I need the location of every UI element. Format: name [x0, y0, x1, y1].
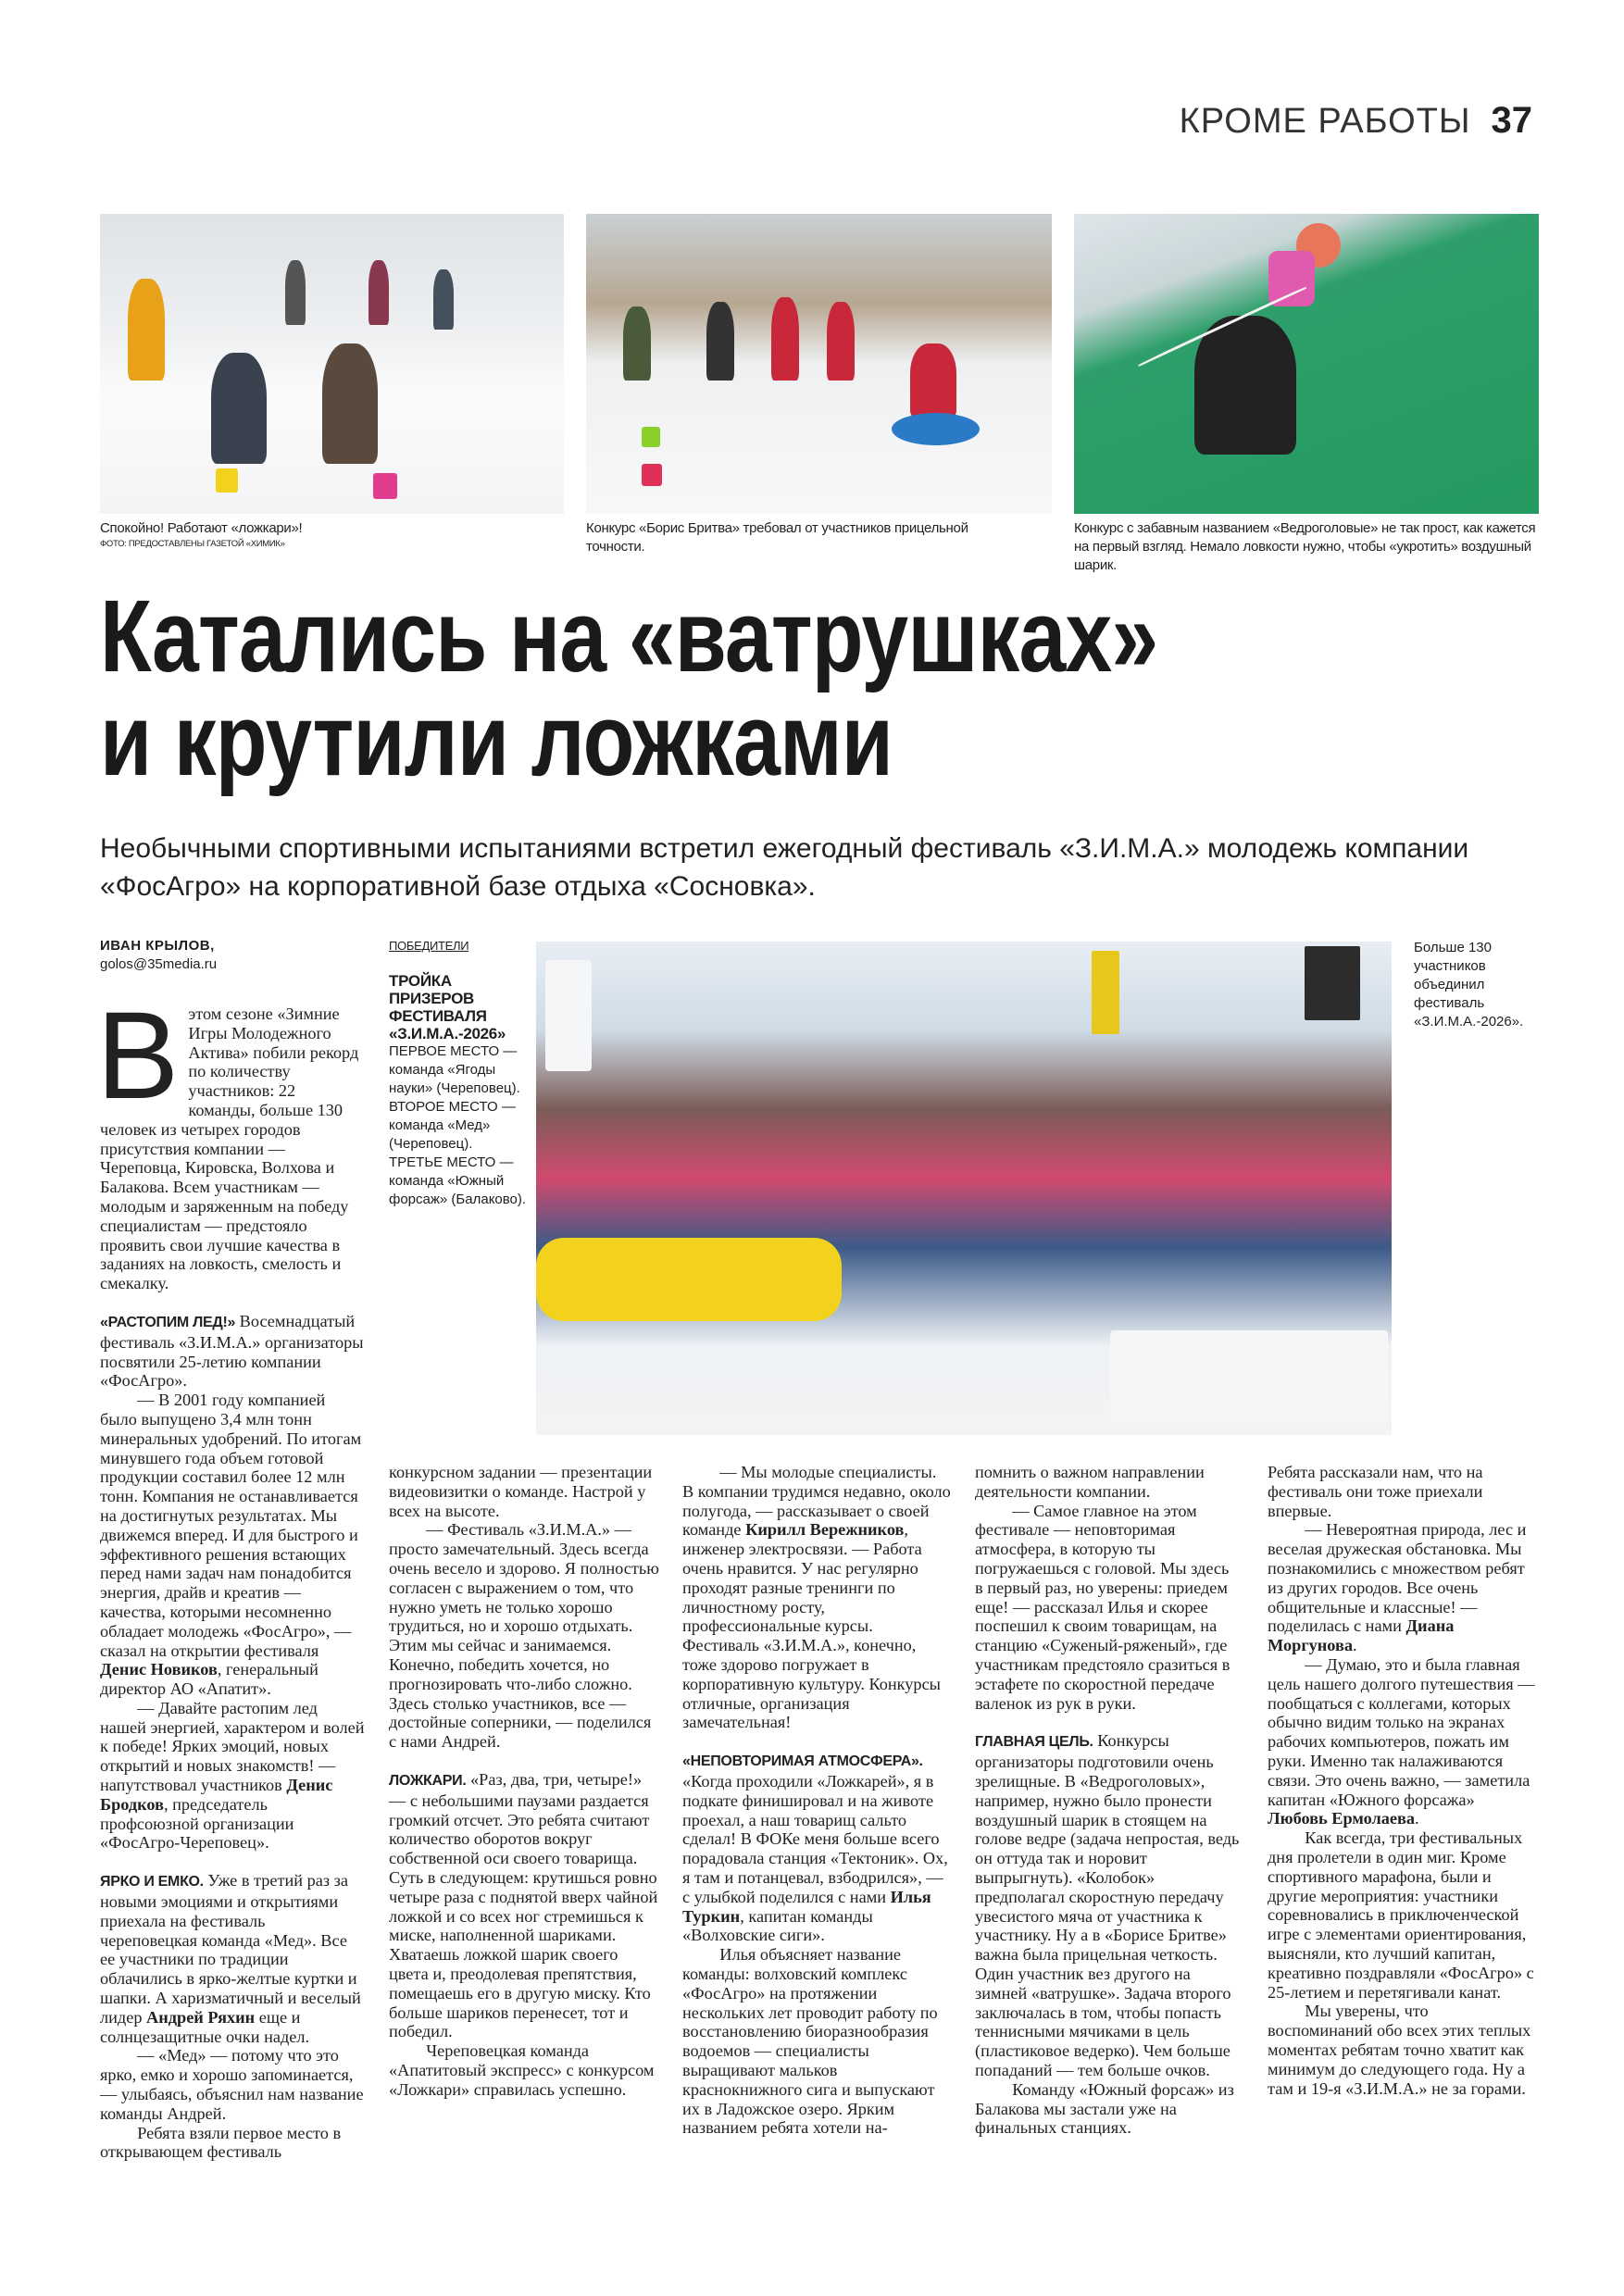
person-name: Диана Моргунова [1268, 1616, 1455, 1655]
winner-team: команда «Мед» (Череповец). [389, 1117, 491, 1152]
article-paragraph [1268, 1520, 1536, 1655]
photo-bucket-head-contest [1074, 214, 1539, 514]
body-text: , председатель профсоюзной организации «ФосАгро-Череповец». [100, 1794, 294, 1853]
winners-box [389, 937, 528, 1209]
body-text: . [1415, 1809, 1419, 1828]
winner-place: ТРЕТЬЕ МЕСТО — [389, 1154, 514, 1170]
body-text: — Самое главное на этом фестивале — неповторимая атмосфера, в которую ты погружаешься с головой. Мы здесь в первый раз, но уверены: приедем еще! — рассказал Илья и скорее поспешил к своим товарищам, на станцию «Суженый-ряженый», где участникам предстояло сразиться в эстафете по скоростной передаче валенок из рук в руки. [975, 1501, 1230, 1713]
winner-team: команда «Южный форсаж» (Балаково). [389, 1173, 527, 1207]
body-text: еще и солнцезащитные очки надел. [100, 2007, 310, 2046]
article-paragraph [389, 1463, 659, 1520]
subheading: ЛОЖКАРИ. [389, 1772, 467, 1789]
main-photo-caption: Больше 130 участников объединил фестиваль «З.И.М.А.-2026». [1414, 940, 1524, 1029]
body-text: помнить о важном направлении деятельности компании. [975, 1463, 1205, 1501]
body-text: Уже в третий раз за новыми эмоциями и открытиями приехала на фестиваль череповецкая команда «Мед». Все ее участники по традиции облачились в ярко-желтые куртки и шапки. А харизматичный и веселый лидер [100, 1871, 361, 2027]
winner-item [389, 1154, 528, 1209]
winner-team: команда «Ягоды науки» (Череповец). [389, 1062, 520, 1096]
article-paragraph [389, 1520, 659, 1752]
photo-credit: ФОТО: ПРЕДОСТАВЛЕНЫ ГАЗЕТОЙ «ХИМИК» [100, 539, 285, 549]
article-paragraph [389, 2041, 659, 2099]
article-column-3 [682, 1463, 951, 2138]
article-paragraph [96, 987, 365, 1293]
body-text: — В 2001 году компанией было выпущено 3,4 млн тонн минеральных удобрений. По итогам минувшего года объем готовой продукции составил более 12 млн тонн. Компания не останавливается на достигнутых результатах. Мы движемся вперед. И для быстрого и эффективного решения встающих перед нами задач нам понадобится энергия, драйв и креатив — качества, которыми несомненно обладает молодежь «ФосАгро», — сказал на открытии фестиваля [100, 1391, 362, 1660]
body-text: Мы уверены, что воспоминаний обо всех этих теплых моментах ребятам точно хватит как минимум до следующего года. Ну а там и 19-я «З.И.М.А.» не за горами. [1268, 2002, 1531, 2098]
article-paragraph [100, 2124, 365, 2163]
body-text: — Мы молодые специалисты. В компании трудимся недавно, около полугода, — рассказывает о своей команде [682, 1463, 951, 1540]
page-number: 37 [1491, 100, 1532, 141]
person-name: Илья Туркин [682, 1887, 931, 1926]
article-paragraph [100, 1312, 365, 1391]
photo-spoon-contest [100, 214, 564, 514]
winner-item [389, 1042, 528, 1098]
winner-place: ВТОРОЕ МЕСТО — [389, 1099, 516, 1115]
body-text: . [1353, 1636, 1357, 1655]
person-name: Любовь Ермолаева [1268, 1809, 1416, 1828]
photo3-caption: Конкурс с забавным названием «Ведроголовые» не так прост, как кажется на первый взгляд. Немало ловкости нужно, чтобы «укротить» воздушный шарик. [1074, 520, 1536, 573]
winner-place: ПЕРВОЕ МЕСТО — [389, 1043, 518, 1059]
body-text: Илья объясняет название команды: волховский комплекс «ФосАгро» на протяжении нескольких лет проводит работу по восстановлению биоразнообразия водоемов — специалисты выращивают мальков краснокнижного сига и выпускают их в Ладожское озеро. Ярким названием ребята хотели на- [682, 1945, 938, 2138]
body-text: , капитан команды «Волховские сиги». [682, 1906, 873, 1945]
person-name: Денис Бродков [100, 1776, 333, 1814]
winners-rubric: ПОБЕДИТЕЛИ [389, 939, 469, 953]
person-name: Кирилл Вережников [745, 1520, 905, 1540]
body-text: «Раз, два, три, четыре!» — с небольшими паузами раздается громкий отсчет. Это ребята считают количество оборотов вокруг собственной оси своего товарища. Суть в следующем: крутишься ровно четыре раза с поднятой вверх чайной ложкой и со всех ног стремишься к миске, наполненной шариками. Хватаешь ложкой шарик своего цвета и, преодолевая препятствия, помещаешь его в другую миску. Кто больше шариков перенесет, тот и победил. [389, 1769, 658, 2041]
subheading: «НЕПОВТОРИМАЯ АТМОСФЕРА». [682, 1753, 923, 1770]
byline [100, 937, 217, 974]
body-text: Ребята рассказали нам, что на фестиваль они тоже приехали впервые. [1268, 1463, 1483, 1520]
body-text: — Думаю, это и была главная цель нашего долгого путешествия — пообщаться с коллегами, которых обычно видим только на экранах рабочих компьютеров, пожать им руки. Именно так налаживаются связи. Это очень важно, — заметила капитан «Южного форсажа» [1268, 1654, 1535, 1809]
article-paragraph [975, 1731, 1241, 2079]
body-text: — «Мед» — потому что это ярко, емко и хорошо запоминается, — улыбаясь, объяснил нам название команды Андрей. [100, 2046, 364, 2123]
headline-line-1: Катались на «ватрушках» [100, 580, 1158, 693]
article-paragraph [975, 2080, 1241, 2138]
article-paragraph [1268, 1463, 1536, 1520]
body-text: конкурсном задании — презентации видеовизитки о команде. Настрой у всех на высоте. [389, 1463, 653, 1520]
section-name: КРОМЕ РАБОТЫ [1179, 102, 1471, 141]
body-text: — Фестиваль «З.И.М.А.» — просто замечательный. Здесь всегда очень весело и здорово. Я полностью согласен с выражением о том, что нужно уметь не только хорошо трудиться, но и хорошо отдыхать. Этим мы сейчас и занимаемся. Конечно, победить хочется, но прогнозировать что-либо сложно. Здесь столько участников, все — достойные соперники, — поделился с нами Андрей. [389, 1520, 659, 1752]
subheading: «РАСТОПИМ ЛЕД!» [100, 1314, 236, 1330]
article-paragraph [389, 1770, 659, 2041]
lead-paragraph: Необычными спортивными испытаниями встретил ежегодный фестиваль «З.И.М.А.» молодежь компании «ФосАгро» на корпоративной базе отдыха «Сосновка». [100, 833, 1469, 902]
body-text: «Когда проходили «Ложкарей», я в подкате финишировал и на животе проехал, а наш товарищ сальто сделал! В ФОКе меня больше всего порадовала станция «Тектоник». Ох, я там и потанцевал, взбодрился», — с улыбкой поделился с нами [682, 1771, 948, 1906]
article-column-1 [96, 987, 365, 2162]
article-paragraph [975, 1502, 1241, 1714]
article-paragraph [100, 2046, 365, 2123]
winners-title: ТРОЙКА ПРИЗЕРОВ ФЕСТИВАЛЯ «З.И.М.А.-2026» [389, 972, 506, 1042]
person-name: Андрей Ряхин [146, 2007, 256, 2027]
photo1-caption [100, 519, 563, 551]
person-name: Денис Новиков [100, 1660, 218, 1679]
caption-text: Спокойно! Работают «ложкари»! [100, 520, 303, 536]
body-text: Череповецкая команда «Апатитовый экспресс» с конкурсом «Ложкари» справилась успешно. [389, 2041, 655, 2099]
headline-line-2: и крутили ложками [100, 683, 893, 797]
subheading: ГЛАВНАЯ ЦЕЛЬ. [975, 1734, 1093, 1751]
article-paragraph [100, 1391, 365, 1699]
article-paragraph [975, 1463, 1241, 1502]
subheading: ЯРКО И ЕМКО. [100, 1874, 204, 1890]
body-text: Команду «Южный форсаж» из Балакова мы застали уже на финальных станциях. [975, 2079, 1234, 2138]
article-column-2 [389, 1463, 659, 2100]
article-paragraph [100, 1871, 365, 2046]
author-name: ИВАН КРЫЛОВ, [100, 938, 215, 954]
article-paragraph [1268, 2002, 1536, 2098]
body-text: Как всегда, три фестивальных дня пролетели в один миг. Кроме спортивного марафона, были и другие мероприятия: участники соревновались в приключенческой игре с элементами ориентирования, выясняли, кто лучший капитан, креативно поздравляли «ФосАгро» с 25-летием и перетягивали канат. [1268, 1828, 1534, 2002]
article-paragraph [1268, 1828, 1536, 2002]
author-email[interactable]: golos@35media.ru [100, 956, 218, 972]
body-text: , генеральный директор АО «Апатит». [100, 1660, 319, 1699]
page-header [1180, 100, 1532, 142]
body-text: Ребята взяли первое место в открывающем фестиваль [100, 2123, 342, 2162]
article-column-5 [1268, 1463, 1536, 2098]
article-paragraph [682, 1945, 951, 2138]
body-text: , инженер электросвязи. — Работа очень нравится. У нас регулярно проходят разные тренинги по личностному росту, профессиональные курсы. Фестиваль «З.И.М.А.», конечно, тоже здорово погружает в корпоративную культуру. Конкурсы отличные, организация замечательная! [682, 1520, 941, 1732]
article-paragraph [682, 1751, 951, 1945]
winner-item [389, 1098, 528, 1154]
article-column-4 [975, 1463, 1241, 2138]
body-text: — Давайте растопим лед нашей энергией, характером и волей к победе! Ярких эмоций, новых открытий и новых знакомств! — напутствовал участников [100, 1698, 365, 1795]
body-text: этом сезоне «Зимние Игры Молодежного Актива» побили рекорд по количеству участников: 22 команды, больше 130 человек из четырех городов присутствия компании — Череповца, Кировска, Волхова и Балакова. Всем участникам — молодым и заряженным на победу специалистам — предстояло проявить свои лучшие качества в заданиях на ловкость, смелость и смекалку. [100, 1004, 359, 1293]
article-paragraph [100, 1699, 365, 1853]
body-text: Конкурсы организаторы подготовили очень зрелищные. В «Ведроголовых», например, нужно было пронести воздушный шарик в стоящем на голове ведре (задача непростая, ведь он оттуда так и норовит выпрыгнуть). «Колобок» предполагал скоростную передачу увесистого мяча от участника к участнику. Ну а в «Борисе Бритве» важна была прицельная четкость. Один участник вез другого на зимней «ватрушке». Задача второго заключалась в том, чтобы попасть теннисными мячиками в цель (пластиковое ведерко). Чем больше попаданий — тем больше очков. [975, 1731, 1240, 2079]
body-text: — Невероятная природа, лес и веселая дружеская обстановка. Мы познакомились с множеством ребят из других городов. Все очень общительные и классные! — поделилась с нами [1268, 1520, 1527, 1636]
photo2-caption: Конкурс «Борис Бритва» требовал от участников прицельной точности. [586, 520, 968, 555]
drop-cap: В [96, 987, 180, 1125]
body-text: Восемнадцатый фестиваль «З.И.М.А.» организаторы посвятили 25-летию компании «ФосАгро». [100, 1311, 364, 1391]
headline [100, 580, 1158, 797]
article-paragraph [682, 1463, 951, 1732]
article-paragraph [1268, 1655, 1536, 1828]
photo-group-participants [536, 942, 1392, 1435]
photo-boris-britva-contest [586, 214, 1052, 514]
